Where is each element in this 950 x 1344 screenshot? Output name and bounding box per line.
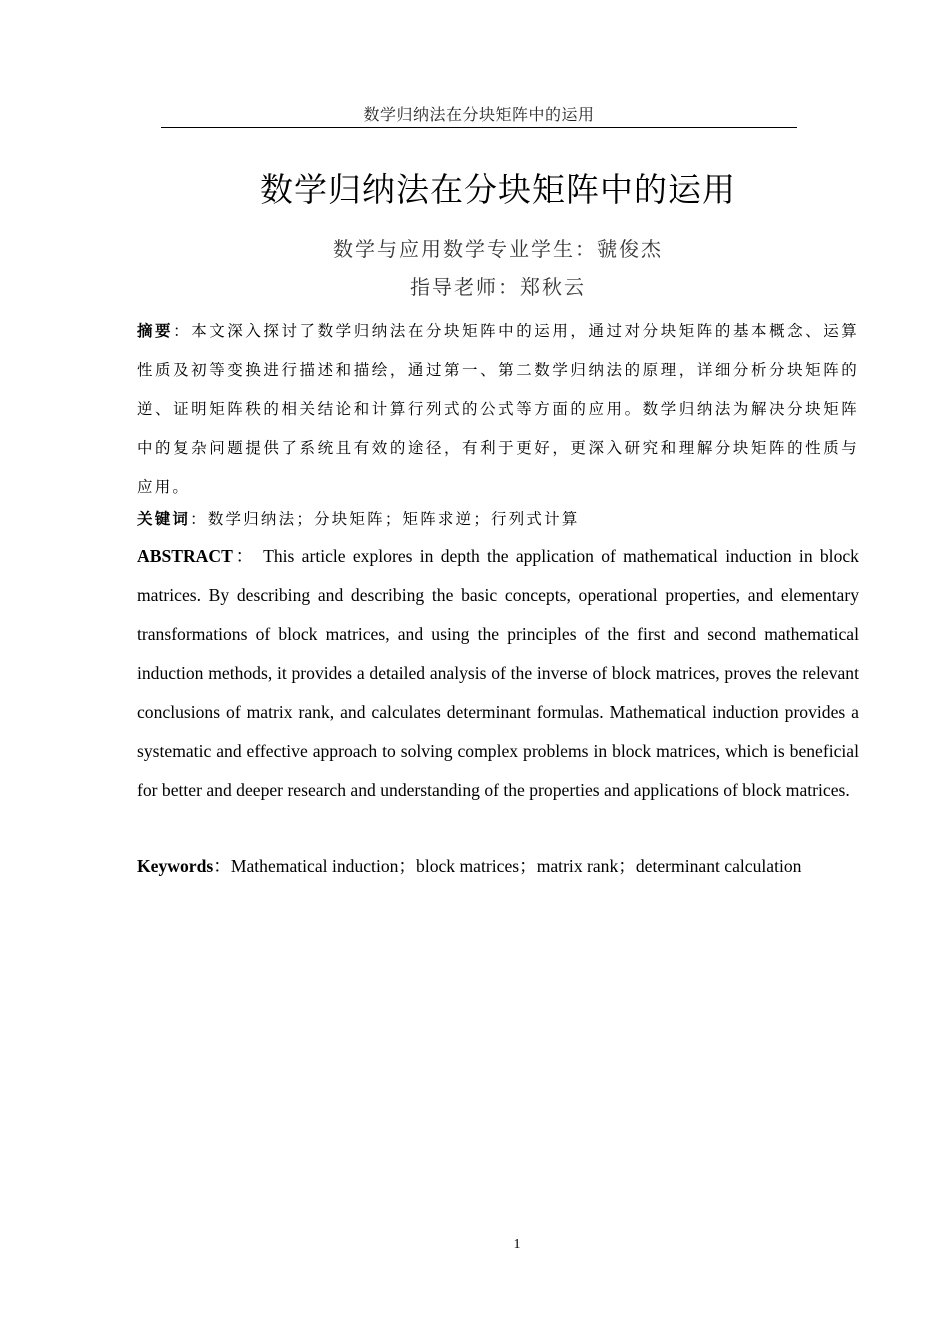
page-number: 1 — [513, 1237, 521, 1252]
english-abstract-separator: ： — [232, 546, 257, 566]
english-keywords-label: Keywords — [137, 856, 214, 876]
english-keywords-text: Mathematical induction；block matrices；matrix rank；determinant calculation — [230, 856, 802, 876]
author-line: 数学与应用数学专业学生：虢俊杰 — [333, 237, 663, 261]
paper-title: 数学归纳法在分块矩阵中的运用 — [260, 170, 736, 209]
english-abstract — [137, 537, 859, 810]
advisor-line: 指导老师：郑秋云 — [410, 275, 586, 299]
running-header: 数学归纳法在分块矩阵中的运用 — [363, 105, 595, 124]
english-keywords-separator: ： — [213, 856, 231, 876]
header-rule — [161, 127, 797, 128]
chinese-abstract — [137, 311, 859, 507]
chinese-keywords — [137, 505, 859, 533]
chinese-abstract-label: 摘要 — [137, 321, 174, 340]
english-keywords — [137, 852, 859, 880]
chinese-keywords-text: 数学归纳法；分块矩阵；矩阵求逆；行列式计算 — [207, 510, 580, 528]
chinese-keywords-label: 关键词 — [137, 509, 191, 528]
chinese-keywords-separator: ： — [190, 510, 208, 528]
english-abstract-label: ABSTRACT — [137, 546, 233, 566]
chinese-abstract-text: 本文深入探讨了数学归纳法在分块矩阵中的运用，通过对分块矩阵的基本概念、运算性质及初等变换进行描述和描绘，通过第一、第二数学归纳法的原理，详细分析分块矩阵的逆、证明矩阵秩的相关结论和计算行列式的公式等方面的应用。数学归纳法为解决分块矩阵中的复杂问题提供了系统且有效的途径，有利于更好，更深入研究和理解分块矩阵的性质与应用。 — [137, 322, 859, 496]
chinese-abstract-separator: ： — [173, 322, 192, 340]
english-abstract-text: This article explores in depth the application of mathematical induction in block matrices. By describing and describing the basic concepts, operational properties, and elementary transformations of block matrices, and using the principles of the first and second mathematical induction methods, it provides a detailed analysis of the inverse of block matrices, proves the relevant conclusions of matrix rank, and calculates determinant formulas. Mathematical induction provides a systematic and effective approach to solving complex problems in block matrices, which is beneficial for better and deeper research and understanding of the properties and applications of block matrices. — [137, 546, 859, 800]
